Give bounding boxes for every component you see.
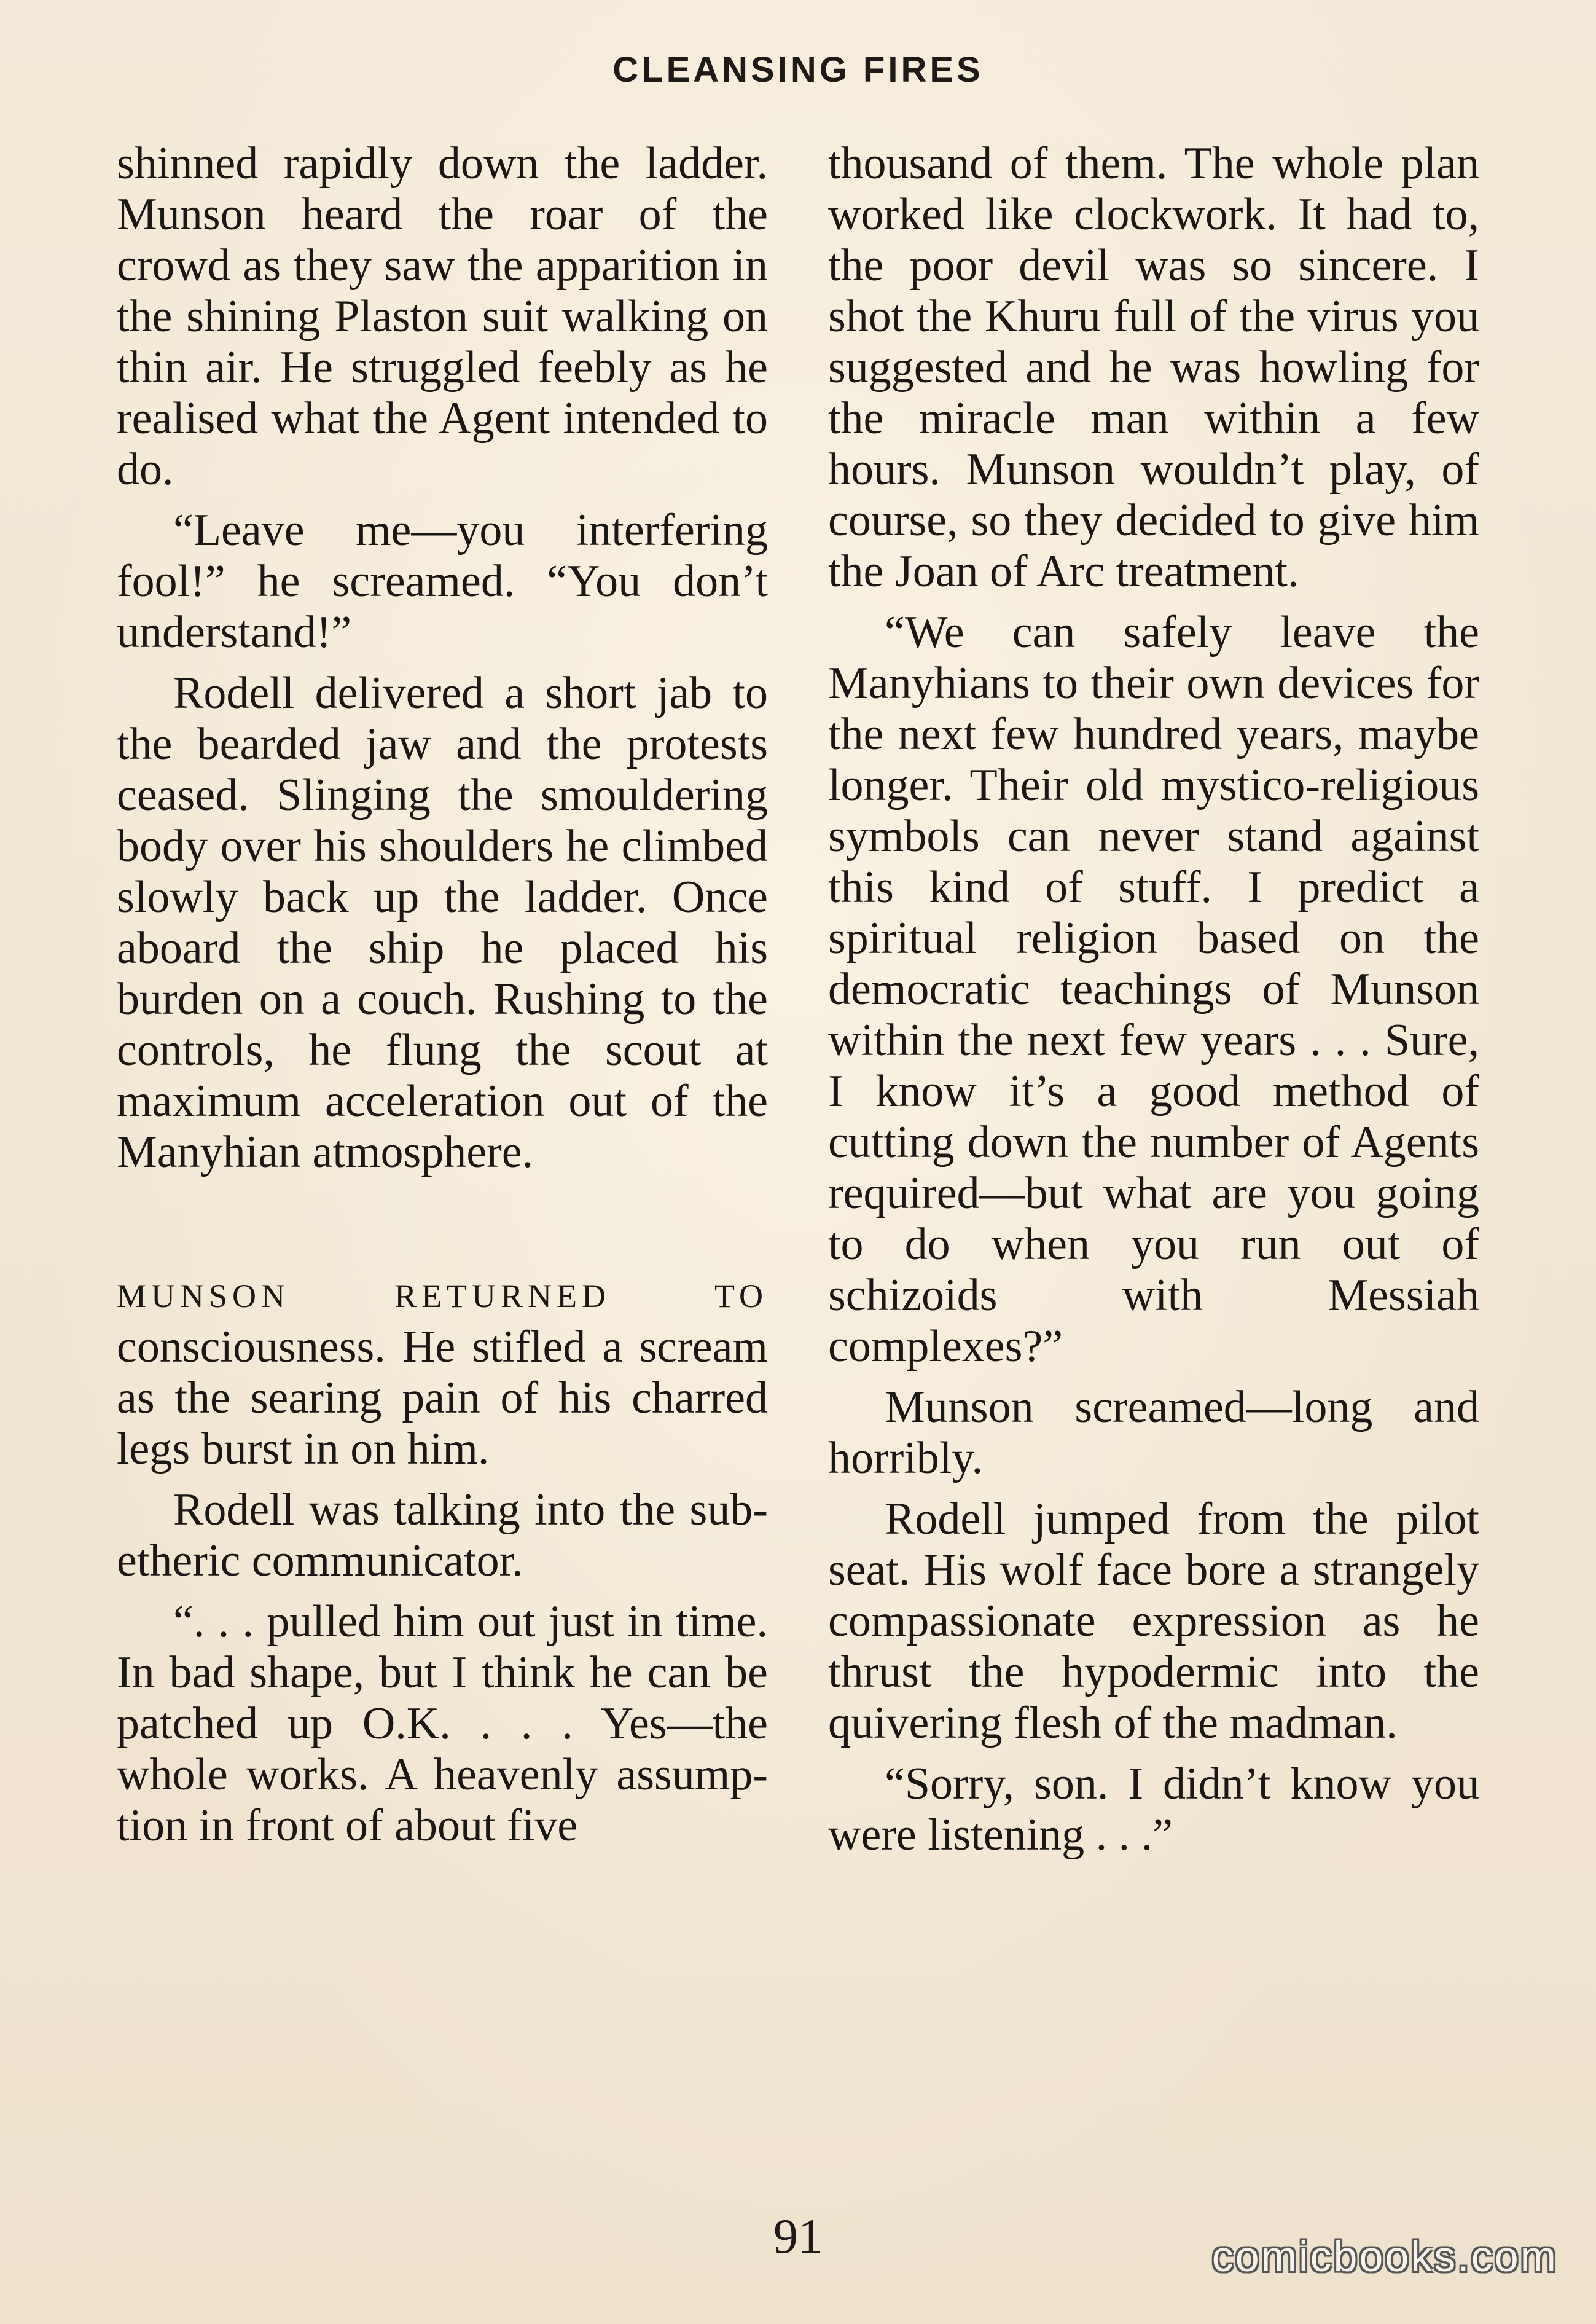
watermark-logo: comicbooks.com	[1211, 2232, 1558, 2280]
paragraph: “Leave me—you interfering fool!” he screamed. “You don’t understand!”	[117, 505, 768, 658]
paragraph: Rodell was talking into the sub-etheric communicator.	[117, 1485, 768, 1586]
paragraph: “Sorry, son. I didn’t know you were listening . . .”	[828, 1759, 1479, 1860]
paragraph-text: consciousness. He stifled a scream as the searing pain of his charred legs burst in on him.	[117, 1322, 768, 1474]
paragraph: Munson screamed—long and horribly.	[828, 1382, 1479, 1483]
paragraph: thousand of them. The whole plan worked like clockwork. It had to, the poor devil was so sincere. I shot the Khuru full of the virus you suggested and he was howling for the miracle man within a few hours. Munson wouldn’t play, of course, so they decided to give him the Joan of Arc treatment.	[828, 138, 1479, 597]
paragraph: Rodell delivered a short jab to the bearded jaw and the protests ceased. Slinging the smouldering body over his shoulders he climbed slowly back up the ladder. Once aboard the ship he placed his burden on a couch. Rushing to the controls, he flung the scout at maximum acceleration out of the Manyhian atmosphere.	[117, 668, 768, 1177]
running-head: CLEANSING FIRES	[612, 50, 984, 90]
right-column	[828, 138, 1479, 1861]
paragraph: shinned rapidly down the ladder. Munson heard the roar of the crowd as they saw the apparition in the shining Plaston suit walking on thin air. He struggled feebly as he realised what the Agent intended to do.	[117, 138, 768, 495]
left-column	[117, 138, 768, 1851]
section-start-paragraph	[117, 1267, 768, 1475]
paragraph: “. . . pulled him out just in time. In bad shape, but I think he can be patched up O.K. . . . Yes—the whole works. A heavenly assumption in front of about five	[117, 1596, 768, 1851]
paragraph: Rodell jumped from the pilot seat. His wolf face bore a strangely compassionate expression as he thrust the hypodermic into the quivering flesh of the madman.	[828, 1494, 1479, 1748]
paragraph: “We can safely leave the Manyhians to their own devices for the next few hundred years, maybe longer. Their old mystico-religious symbols can never stand against this kind of stuff. I predict a spiritual religion based on the democratic teachings of Munson within the next few years . . . Sure, I know it’s a good method of cutting down the number of Agents required—but what are you going to do when you run out of schizoids with Messiah complexes?”	[828, 607, 1479, 1372]
small-caps-lead: MUNSON RETURNED TO	[117, 1278, 768, 1314]
page-number: 91	[773, 2210, 823, 2264]
